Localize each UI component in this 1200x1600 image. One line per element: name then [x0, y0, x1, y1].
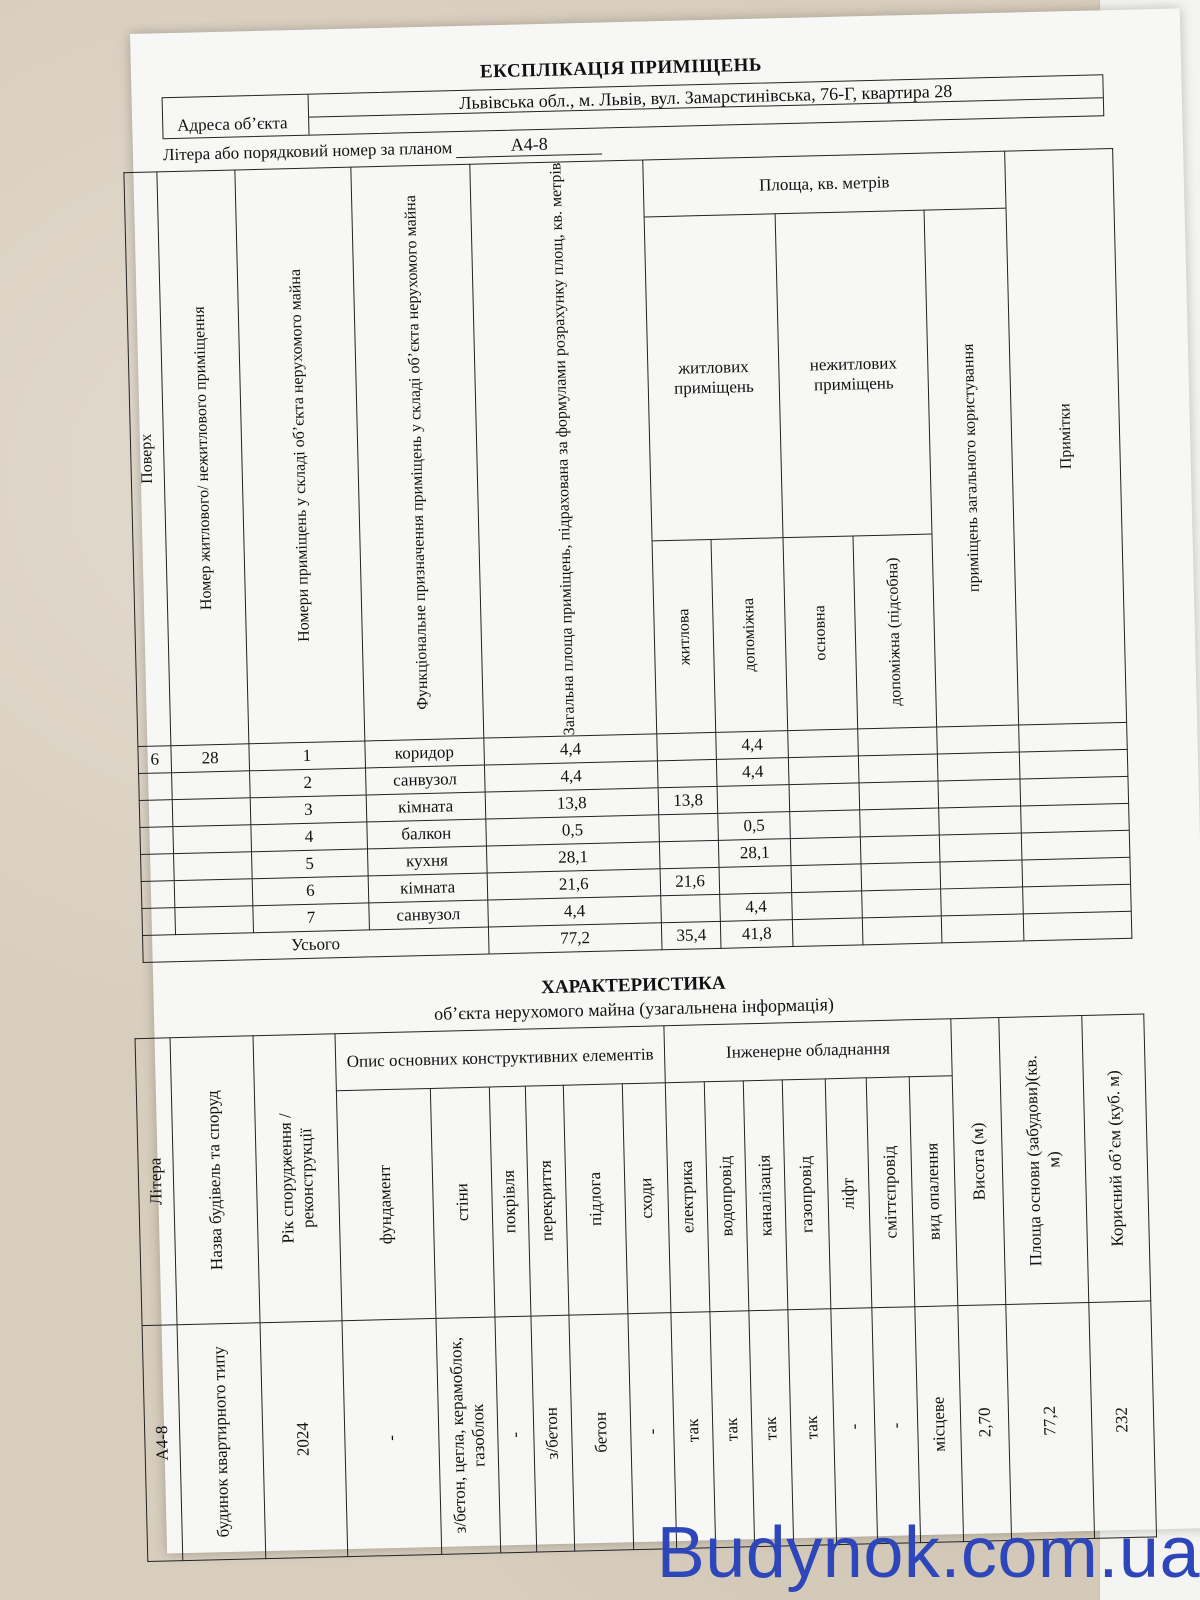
header-roof: покрівля: [490, 1086, 531, 1317]
value-sewer: так: [748, 1310, 793, 1547]
value-gas: так: [788, 1309, 836, 1546]
characteristic-subtitle: об’єкта нерухомого майна (узагальнена інформація): [433, 993, 835, 1024]
document-sheet: [130, 8, 1200, 1553]
value-ceilings: з/бетон: [531, 1315, 575, 1552]
value-name: будинок квартирного типу: [177, 1323, 265, 1561]
litera-value: А4-8: [456, 132, 602, 158]
header-living-group: житлових приміщень: [644, 214, 783, 541]
table-row: 3 кімната 13,8 13,8: [139, 776, 1128, 827]
address-label: Адреса об’єкта: [163, 95, 310, 139]
total-aux: 41,8: [721, 919, 794, 948]
table-row: 6 кімната 21,6 21,6: [141, 857, 1130, 908]
header-height: Висота (м): [951, 1017, 1006, 1305]
header-gas: газопровід: [783, 1079, 831, 1310]
header-water: водопровід: [705, 1081, 749, 1312]
table-row: 7 санвузол 4,4 4,4: [142, 884, 1131, 935]
header-purpose: Функціональне призначення приміщень у складі об’єкта нерухомого майна: [351, 164, 484, 741]
address-value: Львівська обл., м. Львів, вул. Замарстинівська, 76-Г, квартира 28: [309, 75, 1103, 117]
value-stairs: -: [628, 1313, 676, 1550]
value-year: 2024: [260, 1321, 348, 1559]
value-floor: бетон: [569, 1314, 634, 1551]
characteristic-title: ХАРАКТЕРИСТИКА: [540, 972, 726, 999]
header-foundation: фундамент: [337, 1088, 436, 1320]
header-base-area: Площа основи (забудови)(кв. м): [999, 1015, 1089, 1304]
value-garbage: -: [872, 1307, 920, 1544]
value-height: 2,70: [958, 1304, 1012, 1541]
value-roof: -: [495, 1316, 536, 1553]
table-row: 4 балкон 0,5 0,5: [140, 803, 1129, 854]
header-aux: допоміжна: [711, 538, 788, 732]
litera-label: Літера або порядковий номер за планом: [162, 138, 453, 165]
header-nonliving-group: нежитлових приміщень: [775, 210, 932, 538]
value-litera: А4-8: [142, 1325, 183, 1562]
explication-table: [123, 148, 1132, 963]
value-walls: з/бетон, цегла, керамоблок, газоблок: [436, 1317, 502, 1554]
header-lift: ліфт: [825, 1078, 872, 1309]
document-title: ЕКСПЛІКАЦІЯ ПРИМІЩЕНЬ: [479, 54, 763, 83]
header-garbage: сміттєпровід: [866, 1077, 914, 1308]
table-row: 5 кухня 28,1 28,1: [141, 830, 1130, 881]
table-row: 6 28 1 коридор 4,4 4,4: [138, 722, 1127, 773]
header-living: житлова: [652, 540, 716, 734]
header-notes: Примітки: [1004, 149, 1126, 725]
header-stairs: сходи: [622, 1083, 670, 1314]
header-sewer: каналізація: [743, 1080, 788, 1311]
header-name: Назва будівель та споруд: [170, 1036, 260, 1325]
total-label: Усього: [143, 927, 489, 962]
header-main: основна: [783, 536, 857, 730]
watermark-logo: Budynok.com.ua: [656, 1513, 1200, 1593]
header-heating: вид опалення: [909, 1076, 958, 1307]
header-aux2: допоміжна (підсобна): [853, 534, 937, 728]
header-total-area: Загальна площа приміщень, підрахована за формулами розрахунку площ, кв. метрів: [469, 160, 657, 738]
header-area-group: Площа, кв. метрів: [643, 151, 1006, 217]
header-year: Рік спорудження / реконструкції: [253, 1034, 343, 1323]
header-ceilings: перекриття: [525, 1085, 569, 1316]
header-construct-group: Опис основних конструктивних елементів: [335, 1026, 665, 1091]
value-foundation: -: [342, 1318, 441, 1556]
header-litera: Літера: [135, 1038, 177, 1326]
header-common: приміщень загального користування: [924, 208, 1018, 727]
header-floor: Поверх: [124, 172, 171, 746]
header-room-no: Номер житлового/ нежитлового приміщення: [157, 170, 249, 746]
value-volume: 232: [1088, 1301, 1156, 1538]
header-part-no: Номери приміщень у складі об’єкта нерухомого майна: [235, 167, 365, 744]
header-volume: Корисний об’єм (куб. м): [1081, 1014, 1150, 1302]
characteristic-table: [135, 1013, 1158, 1562]
total-living: 35,4: [662, 921, 722, 949]
header-engineer-group: Інженерне обладнання: [664, 1019, 953, 1083]
table-row: 2 санвузол 4,4 4,4: [139, 749, 1128, 800]
value-lift: -: [831, 1308, 878, 1545]
value-electric: так: [671, 1312, 716, 1549]
value-base-area: 77,2: [1006, 1302, 1094, 1540]
total-area: 77,2: [488, 923, 662, 954]
header-floor-type: підлога: [563, 1084, 628, 1315]
value-heating: місцеве: [915, 1305, 964, 1542]
header-walls: стіни: [430, 1087, 495, 1318]
header-electric: електрика: [665, 1082, 710, 1313]
value-water: так: [710, 1311, 754, 1548]
